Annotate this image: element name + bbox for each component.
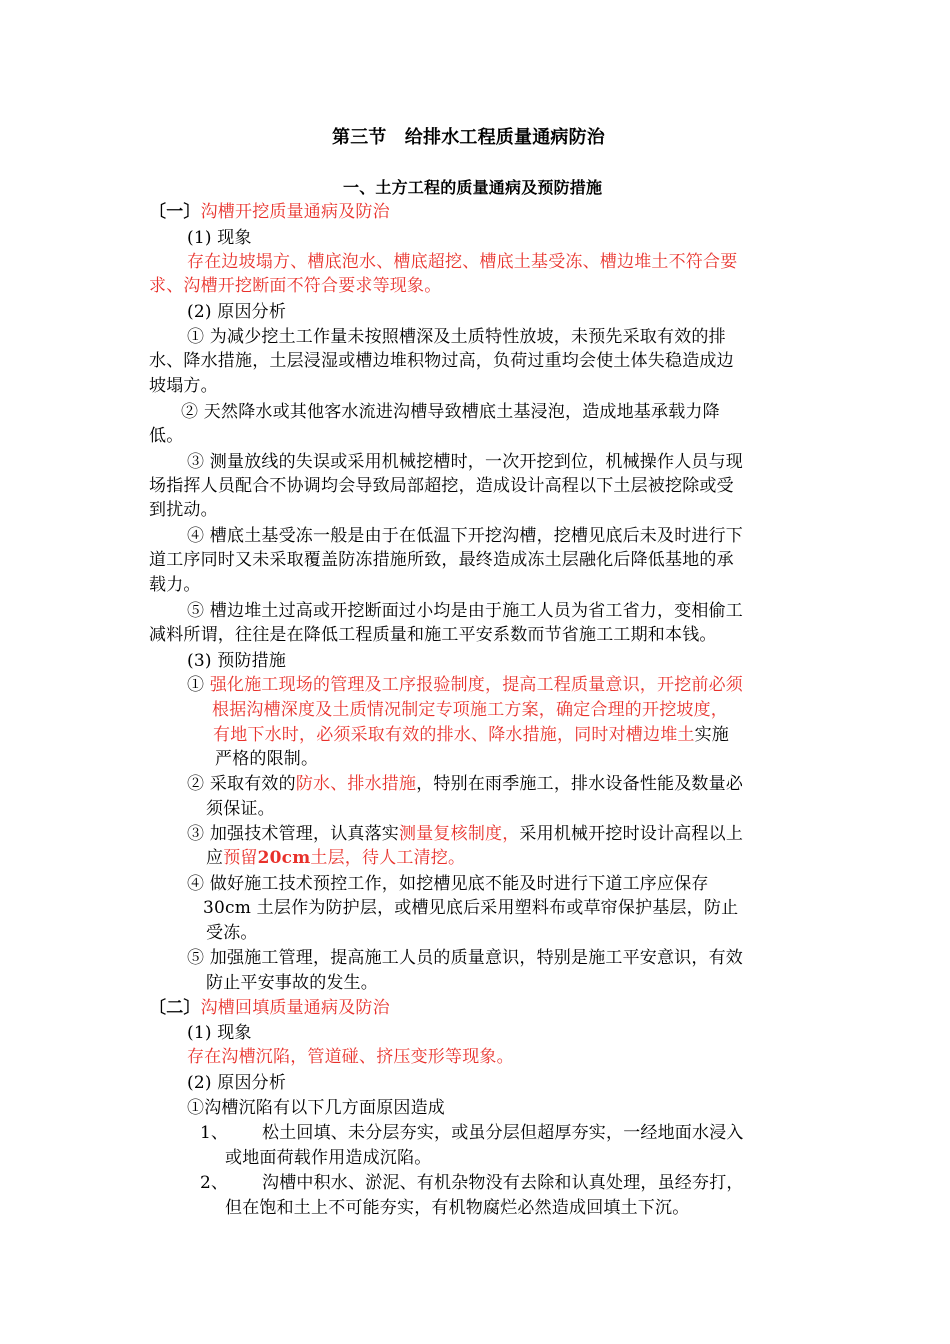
cause-line: 载力。 bbox=[149, 575, 201, 595]
part2-heading bbox=[149, 996, 390, 1020]
phenomenon-label: (1) 现象 bbox=[187, 228, 252, 248]
cause-line: 到扰动。 bbox=[149, 500, 218, 520]
measure-1-number: ① bbox=[187, 675, 210, 695]
cause-line: 坡塌方。 bbox=[149, 376, 218, 396]
measure-1-line bbox=[213, 723, 729, 747]
measure-4-line: 受冻。 bbox=[206, 923, 258, 943]
measure-3-line bbox=[206, 846, 465, 870]
measure-2-number: ② bbox=[187, 774, 210, 794]
measure-2-text: 采取有效的 bbox=[209, 774, 296, 794]
part2-phenomenon-text: 存在沟槽沉陷，管道碰、挤压变形等现象。 bbox=[187, 1047, 514, 1067]
measure-2-text: ，特别在雨季施工，排水设备性能及数量必 bbox=[416, 774, 744, 794]
measure-3-line bbox=[187, 822, 743, 846]
part1-bracket: 〔一〕 bbox=[149, 202, 201, 222]
cause-line: ② 天然降水或其他客水流进沟槽导致槽底土基浸泡，造成地基承载力降 bbox=[181, 402, 720, 422]
cause-line: 场指挥人员配合不协调均会导致局部超挖，造成设计高程以下土层被挖除或受 bbox=[149, 476, 734, 496]
list-item-text: 松土回填、未分层夯实，或虽分层但超厚夯实，一经地面水浸入 bbox=[262, 1123, 744, 1143]
cause-line: ⑤ 槽边堆土过高或开挖断面过小均是由于施工人员为省工省力，变相偷工 bbox=[187, 601, 744, 621]
measure-1-tail: 实施 bbox=[694, 725, 730, 745]
cause-line: ① 为减少挖土工作量未按照槽深及土质特性放坡，未预先采取有效的排 bbox=[187, 327, 726, 347]
measure-3-text: 加强技术管理，认真落实 bbox=[209, 824, 400, 844]
part2-cause-label: (2) 原因分析 bbox=[187, 1073, 287, 1093]
list-item-number: 2、 bbox=[200, 1173, 229, 1193]
cause-line: ③ 测量放线的失误或采用机械挖槽时，一次开挖到位，机械操作人员与现 bbox=[187, 452, 744, 472]
measure-3-highlight: 测量复核制度， bbox=[399, 824, 520, 844]
list-item-number: 1、 bbox=[200, 1123, 229, 1143]
part2-phenomenon-label: (1) 现象 bbox=[187, 1023, 252, 1043]
part1-label: 沟槽开挖质量通病及防治 bbox=[200, 202, 390, 222]
measure-2-line bbox=[187, 772, 743, 796]
measure-3-highlight: 20cm bbox=[257, 848, 311, 868]
cause-line: 道工序同时又未采取覆盖防冻措施所致，最终造成冻土层融化后降低基地的承 bbox=[149, 550, 734, 570]
part2-label: 沟槽回填质量通病及防治 bbox=[200, 998, 390, 1018]
cause-line: 水、降水措施，土层浸湿或槽边堆积物过高，负荷过重均会使土体失稳造成边 bbox=[149, 351, 734, 371]
measure-3-highlight: 预留 bbox=[223, 848, 258, 868]
measure-3-text: 采用机械开挖时设计高程以上 bbox=[519, 824, 744, 844]
part2-cause-intro: ①沟槽沉陷有以下几方面原因造成 bbox=[187, 1098, 445, 1118]
prevention-label: (3) 预防措施 bbox=[187, 651, 287, 671]
measure-3-text: 应 bbox=[206, 848, 224, 868]
measure-2-line: 须保证。 bbox=[206, 799, 275, 819]
cause-label: (2) 原因分析 bbox=[187, 302, 287, 322]
measure-4-line: 30cm 土层作为防护层，或槽见底后采用塑料布或草帘保护基层，防止 bbox=[203, 898, 739, 918]
list-item-text: 或地面荷载作用造成沉陷。 bbox=[225, 1148, 432, 1168]
measure-1-text: 强化施工现场的管理及工序报验制度，提高工程质量意识，开挖前必须 bbox=[209, 675, 744, 695]
measure-1-line bbox=[187, 673, 743, 697]
measure-5-line: ⑤ 加强施工管理，提高施工人员的质量意识，特别是施工平安意识，有效 bbox=[187, 948, 744, 968]
measure-2-highlight: 防水、排水措施 bbox=[295, 774, 417, 794]
chapter-heading: 一、土方工程的质量通病及预防措施 bbox=[343, 178, 603, 197]
part2-bracket: 〔二〕 bbox=[149, 998, 201, 1018]
cause-line: 低。 bbox=[149, 426, 184, 446]
part1-heading bbox=[149, 200, 390, 224]
phenomenon-text-line: 求、沟槽开挖断面不符合要求等现象。 bbox=[149, 276, 442, 296]
cause-line: 减料所谓，往往是在降低工程质量和施工平安系数而节省施工工期和本钱。 bbox=[149, 625, 717, 645]
list-item-text: 沟槽中积水、淤泥、有机杂物没有去除和认真处理，虽经夯打， bbox=[262, 1173, 744, 1193]
measure-1-line: 根据沟槽深度及土质情况制定专项施工方案，确定合理的开挖坡度， bbox=[212, 700, 728, 720]
section-title: 第三节 给排水工程质量通病防治 bbox=[332, 127, 605, 148]
cause-line: ④ 槽底土基受冻一般是由于在低温下开挖沟槽，挖槽见底后未及时进行下 bbox=[187, 526, 744, 546]
measure-3-number: ③ bbox=[187, 824, 210, 844]
phenomenon-text-line: 存在边坡塌方、槽底泡水、槽底超挖、槽底土基受冻、槽边堆土不符合要 bbox=[187, 252, 738, 272]
measure-3-highlight: 土层，待人工清挖。 bbox=[310, 848, 466, 868]
measure-4-line: ④ 做好施工技术预控工作，如挖槽见底不能及时进行下道工序应保存 bbox=[187, 874, 709, 894]
measure-1-line: 严格的限制。 bbox=[215, 749, 319, 769]
list-item-text: 但在饱和土上不可能夯实，有机物腐烂必然造成回填土下沉。 bbox=[225, 1198, 690, 1218]
measure-5-line: 防止平安事故的发生。 bbox=[206, 973, 378, 993]
measure-1-text: 有地下水时，必须采取有效的排水、降水措施，同时对槽边堆土 bbox=[213, 725, 695, 745]
